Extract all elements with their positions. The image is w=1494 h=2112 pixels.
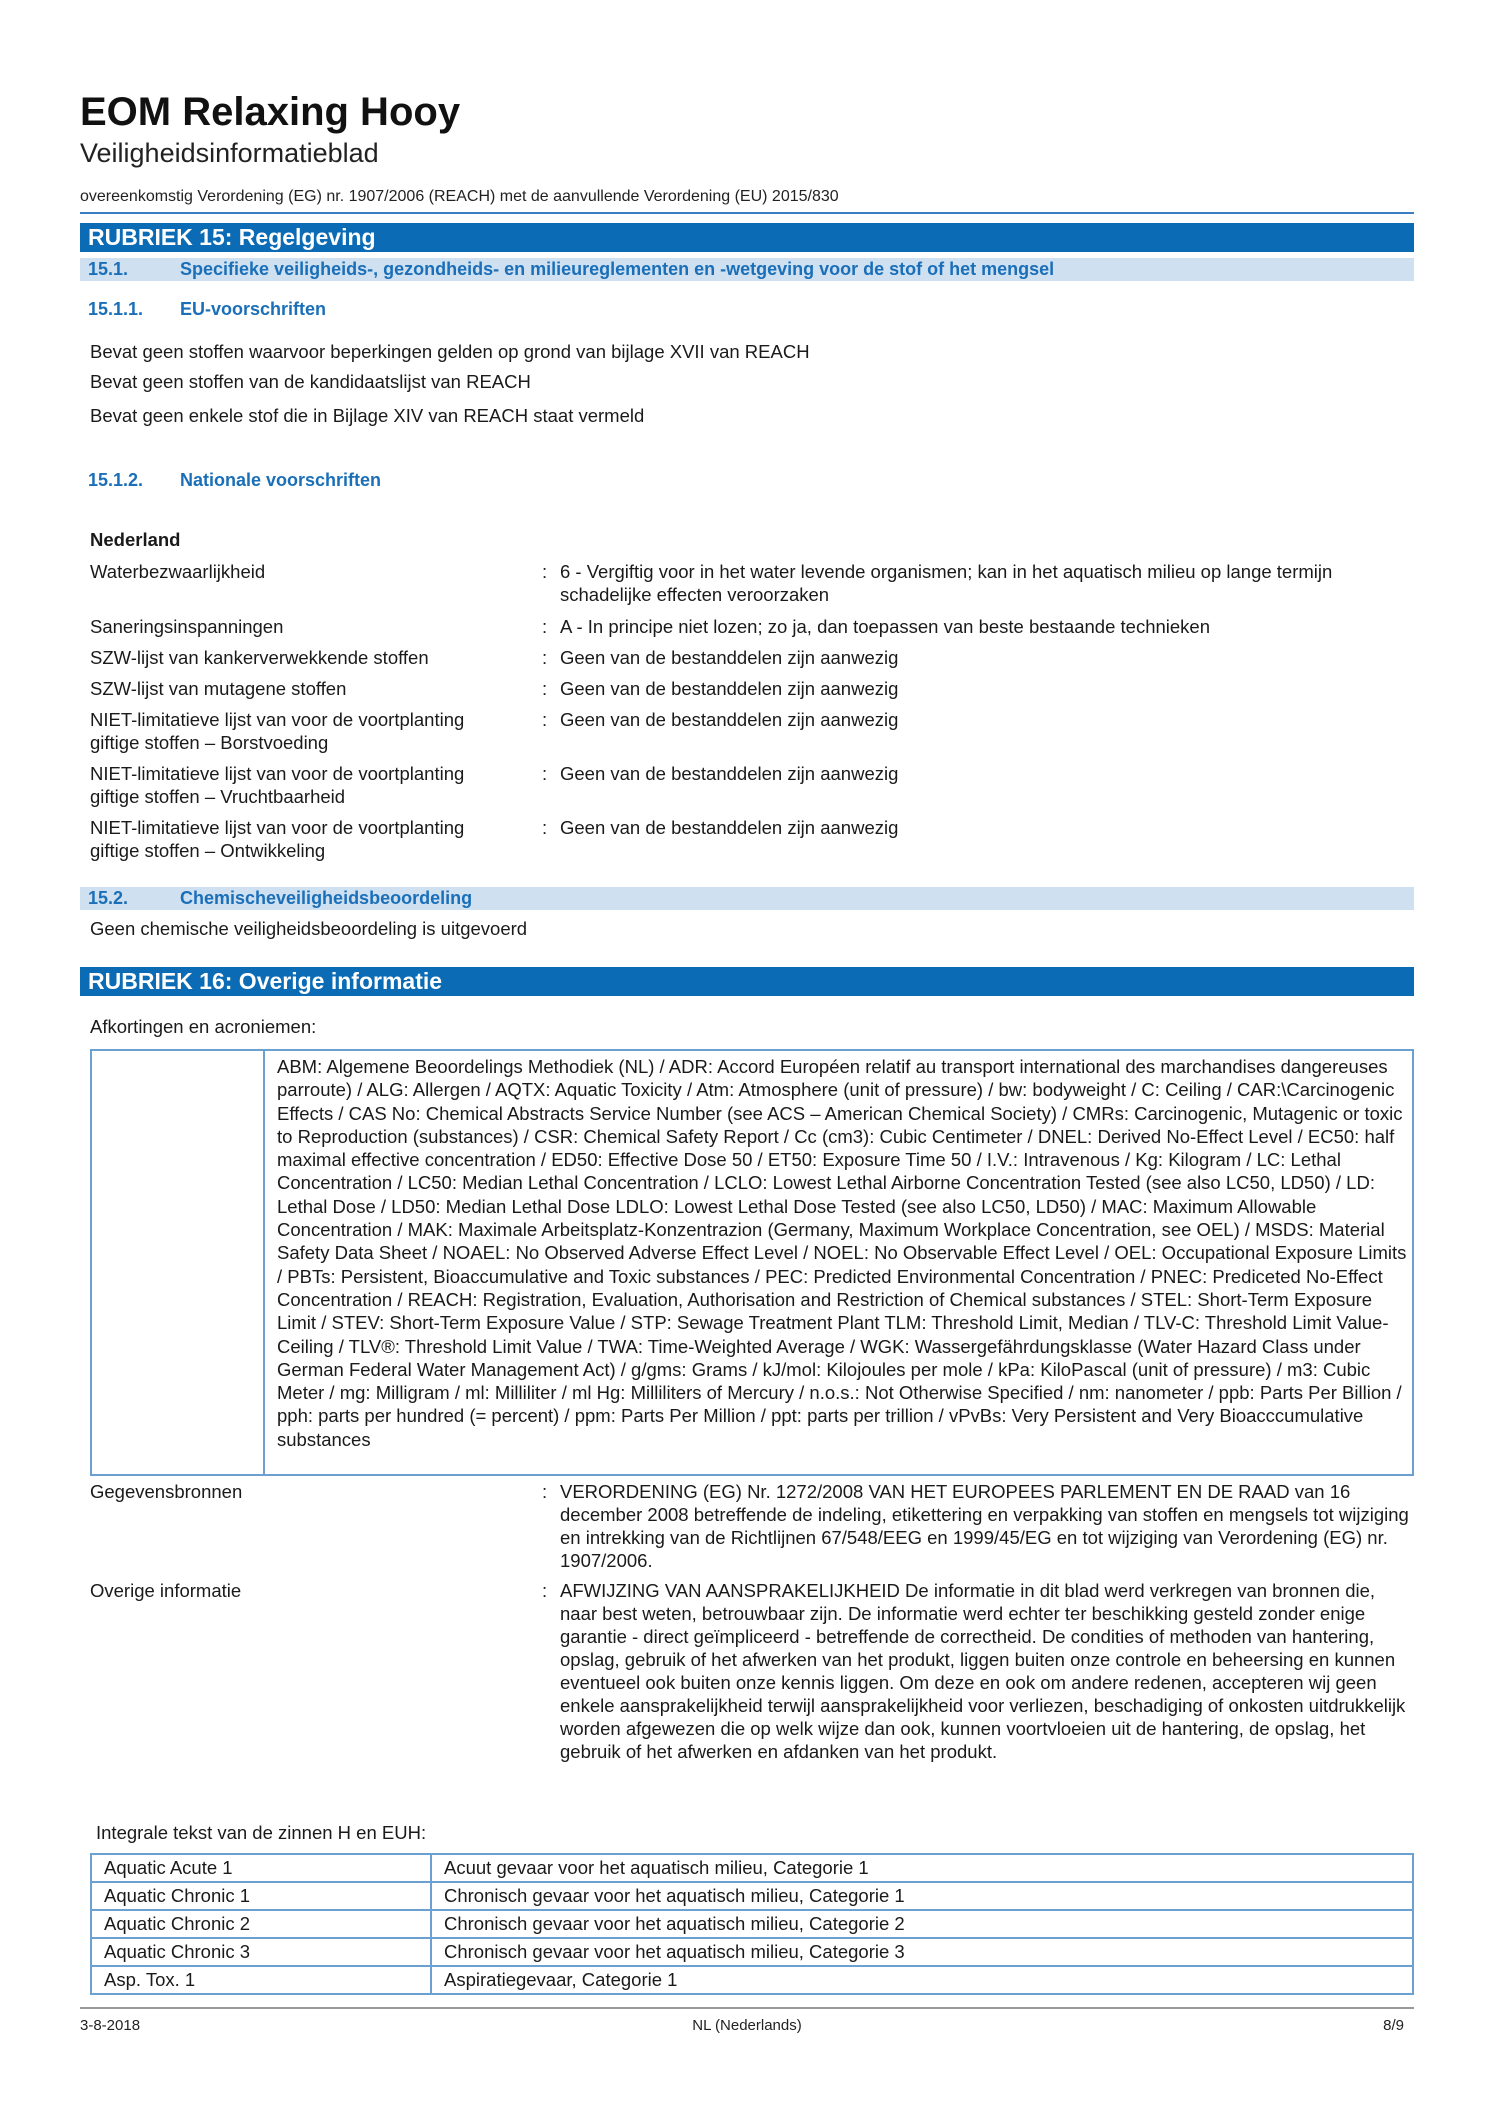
hazard-class-cell: Aquatic Chronic 3 (91, 1938, 431, 1966)
table-row (91, 1882, 1413, 1910)
h-phrases-label: Integrale tekst van de zinnen H en EUH: (96, 1822, 427, 1843)
footer-date: 3-8-2018 (80, 2017, 141, 2034)
colon-separator: : (542, 647, 548, 668)
section-15-header: RUBRIEK 15: Regelgeving (80, 223, 1414, 252)
national-value: 6 - Vergiftig voor in het water levende organismen; kan in het aquatisch milieu op lange termijn schadelijke effecten veroorzaken (560, 561, 1333, 605)
hazard-description-cell: Chronisch gevaar voor het aquatisch milieu, Categorie 2 (431, 1910, 1413, 1938)
document-subtitle: Veiligheidsinformatieblad (80, 138, 379, 168)
colon-separator: : (542, 616, 548, 637)
abbreviations-label: Afkortingen en acroniemen: (90, 1016, 317, 1037)
other-info-value: AFWIJZING VAN AANSPRAKELIJKHEID De informatie in dit blad werd verkregen van bronnen die, naar best weten, betrouwbaar zijn. De informatie werd echter ter beschikking gesteld zonder enige garantie - direct geïmpliceerd - betreffende de correctheid. De condities of methoden van hantering, opslag, gebruik of het afwerken van het produkt, liggen buiten onze controle en beheersing en kunnen eventueel ook buiten onze kennis liggen. Om deze en ook om andere redenen, accepteren wij geen enkele aansprakelijkheid terwijl aansprakelijkheid voor verliezen, beschadiging of onkosten uitdrukkelijk worden afgewezen die op welk wijze dan ook, kunnen voortvloeien uit de hantering, de opslag, het gebruik of het afwerken en afdanken van het produkt. (560, 1580, 1406, 1762)
colon-separator: : (542, 561, 548, 582)
abbreviations-table (90, 1049, 1414, 1476)
national-label: NIET-limitatieve lijst van voor de voortplanting giftige stoffen – Vruchtbaarheid (90, 763, 465, 807)
hazard-description-cell: Aspiratiegevaar, Categorie 1 (431, 1966, 1413, 1994)
table-row (91, 1966, 1413, 1994)
colon-separator: : (542, 1481, 548, 1502)
sources-label: Gegevensbronnen (90, 1481, 243, 1502)
hazard-class-cell: Aquatic Chronic 1 (91, 1882, 431, 1910)
document-title: EOM Relaxing Hooy (80, 90, 461, 134)
national-value: Geen van de bestanddelen zijn aanwezig (560, 763, 899, 784)
footer-divider (80, 2007, 1414, 2009)
hazard-description-cell: Chronisch gevaar voor het aquatisch milieu, Categorie 1 (431, 1882, 1413, 1910)
h-phrases-table (90, 1853, 1414, 1995)
table-row (91, 1938, 1413, 1966)
subsection-number: 15.1. (88, 259, 129, 279)
subsection-number: 15.1.1. (88, 299, 144, 319)
hazard-class-cell: Asp. Tox. 1 (91, 1966, 431, 1994)
footer-language: NL (Nederlands) (692, 2017, 802, 2034)
csa-statement: Geen chemische veiligheidsbeoordeling is uitgevoerd (90, 918, 528, 939)
national-value: A - In principe niet lozen; zo ja, dan toepassen van beste bestaande technieken (560, 616, 1211, 637)
subsection-title: Specifieke veiligheids-, gezondheids- en milieureglementen en -wetgeving voor de stof of het mengsel (180, 259, 1055, 279)
eu-regulation-line: Bevat geen enkele stof die in Bijlage XIV van REACH staat vermeld (90, 405, 645, 426)
national-label: NIET-limitatieve lijst van voor de voortplanting giftige stoffen – Borstvoeding (90, 709, 465, 753)
hazard-class-cell: Aquatic Acute 1 (91, 1854, 431, 1882)
colon-separator: : (542, 817, 548, 838)
other-info-label: Overige informatie (90, 1580, 242, 1601)
hazard-description-cell: Chronisch gevaar voor het aquatisch milieu, Categorie 3 (431, 1938, 1413, 1966)
subsection-number: 15.2. (88, 888, 129, 908)
national-label: Waterbezwaarlijkheid (90, 561, 266, 582)
subsection-number: 15.1.2. (88, 470, 144, 490)
table-row (91, 1854, 1413, 1882)
header-divider (80, 212, 1414, 214)
national-label: SZW-lijst van kankerverwekkende stoffen (90, 647, 429, 668)
colon-separator: : (542, 709, 548, 730)
colon-separator: : (542, 678, 548, 699)
eu-regulation-line: Bevat geen stoffen waarvoor beperkingen gelden op grond van bijlage XVII van REACH (90, 341, 810, 362)
national-value: Geen van de bestanddelen zijn aanwezig (560, 709, 899, 730)
hazard-description-cell: Acuut gevaar voor het aquatisch milieu, Categorie 1 (431, 1854, 1413, 1882)
subsection-15-2-header (80, 887, 1414, 910)
subsection-title: Nationale voorschriften (180, 470, 382, 490)
subsection-15-1-header (80, 258, 1414, 281)
national-value: Geen van de bestanddelen zijn aanwezig (560, 817, 899, 838)
country-heading: Nederland (90, 529, 181, 550)
regulation-note: overeenkomstig Verordening (EG) nr. 1907/2006 (REACH) met de aanvullende Verordening (EU) 2015/830 (80, 188, 839, 205)
sources-value: VERORDENING (EG) Nr. 1272/2008 VAN HET EUROPEES PARLEMENT EN DE RAAD van 16 december 2008 betreffende de indeling, etikettering en verpakking van stoffen en mengsels tot wijziging en intrekking van de Richtlijnen 67/548/EEG en 1999/45/EG en tot wijziging van Verordening (EG) nr. 1907/2006. (560, 1481, 1409, 1571)
hazard-class-cell: Aquatic Chronic 2 (91, 1910, 431, 1938)
subsection-title: Chemischeveiligheidsbeoordeling (180, 888, 473, 908)
colon-separator: : (542, 763, 548, 784)
national-value: Geen van de bestanddelen zijn aanwezig (560, 647, 899, 668)
subsection-title: EU-voorschriften (180, 299, 327, 319)
table-divider (263, 1051, 265, 1474)
national-value: Geen van de bestanddelen zijn aanwezig (560, 678, 899, 699)
abbreviations-text: ABM: Algemene Beoordelings Methodiek (NL) / ADR: Accord Européen relatif au transport international des marchandises dangereuses parroute) / ALG: Allergen / AQTX: Aquatic Toxicity / Atm: Atmosphere (unit of pressure) / bw: bodyweight / C: Ceiling / CAR:\Carcinogenic Effects / CAS No: Chemical Abstracts Service Number (see ACS – American Chemical Society) / CMRs: Carcinogenic, Mutagenic or toxic to Reproduction (substances) / CSR: Chemical Safety Report / Cc (cm3): Cubic Centimeter / DNEL: Derived No-Effect Level / EC50: half maximal effective concentration / ED50: Effective Dose 50 / ET50: Exposure Time 50 / I.V.: Intravenous / Kg: Kilogram / LC: Lethal Concentration / LC50: Median Lethal Concentration / LCLO: Lowest Lethal Airborne Concentration Tested (see also LC50, LD50) / LD: Lethal Dose / LD50: Median Lethal Dose LDLO: Lowest Lethal Dose Tested (see also LC50, LD50) / MAC: Maximum Allowable Concentration / MAK: Maximale Arbeitsplatz-Konzentrazion (Germany, Maximum Workplace Concentration, see OEL) / MSDS: Material Safety Data Sheet / NOAEL: No Observed Adverse Effect Level / NOEL: No Observable Effect Level / OEL: Occupational Exposure Limits / PBTs: Persistent, Bioaccumulative and Toxic substances / PEC: Predicted Environmental Concentration / PNEC: Prediceted No-Effect Concentration / REACH: Registration, Evaluation, Authorisation and Restriction of Chemical substances / STEL: Short-Term Exposure Limit / STEV: Short-Term Exposure Value / STP: Sewage Treatment Plant TLM: Threshold Limit, Median / TLV-C: Threshold Limit Value-Ceiling / TLV®: Threshold Limit Value / TWA: Time-Weighted Average / WGK: Wassergefährdungsklasse (Water Hazard Class under German Federal Water Management Act) / g/gms: Grams / kJ/mol: Kilojoules per mole / kPa: KiloPascal (unit of pressure) / m3: Cubic Meter / mg: Milligram / ml: Milliliter / ml Hg: Milliliters of Mercury / n.o.s.: Not Otherwise Specified / nm: nanometer / ppb: Parts Per Billion / pph: parts per hundred (= percent) / ppm: Parts Per Million / ppt: parts per trillion / vPvBs: Very Persistent and Very Bioacccumulative substances (277, 1056, 1407, 1450)
footer-page-number: 8/9 (1383, 2017, 1404, 2034)
national-label: SZW-lijst van mutagene stoffen (90, 678, 347, 699)
table-row (91, 1910, 1413, 1938)
national-label: Saneringsinspanningen (90, 616, 284, 637)
eu-regulation-line: Bevat geen stoffen van de kandidaatslijst van REACH (90, 371, 531, 392)
national-label: NIET-limitatieve lijst van voor de voortplanting giftige stoffen – Ontwikkeling (90, 817, 465, 861)
section-16-header: RUBRIEK 16: Overige informatie (80, 967, 1414, 996)
colon-separator: : (542, 1580, 548, 1601)
